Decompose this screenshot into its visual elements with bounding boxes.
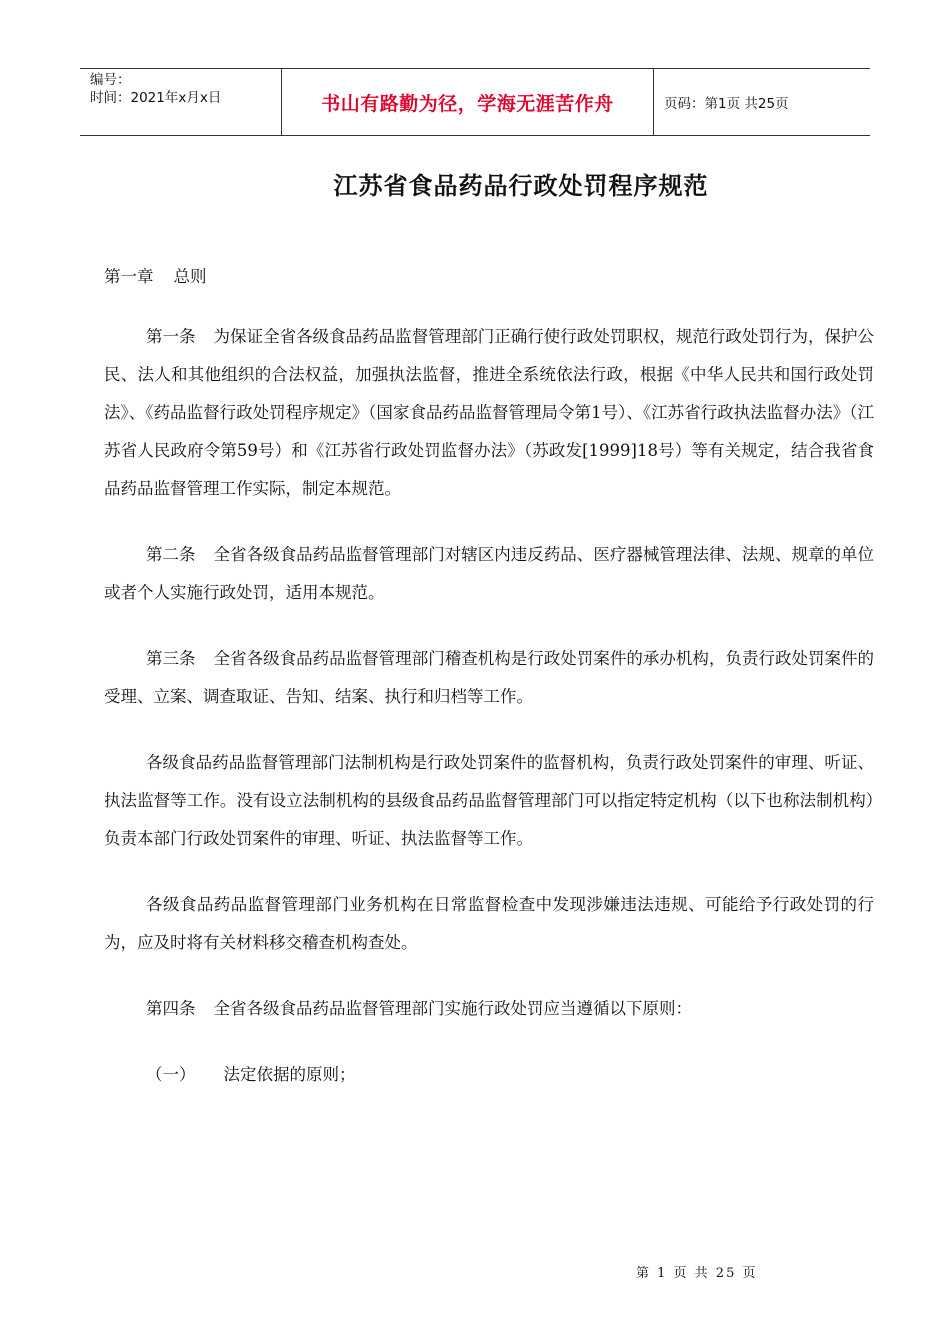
article-label: 第一条: [146, 327, 196, 346]
document-title: 江苏省食品药品行政处罚程序规范: [333, 172, 709, 200]
article-4-paragraph: [104, 990, 874, 1028]
article-label: 第二条: [146, 545, 196, 564]
header-meta: [80, 69, 282, 135]
article-text: 全省各级食品药品监督管理部门实施行政处罚应当遵循以下原则：: [213, 999, 692, 1018]
chapter-number: 第一章: [104, 267, 154, 286]
list-item-number: （一）: [146, 1065, 196, 1084]
list-item: [104, 1056, 874, 1094]
document-date: 时间：2021年x月x日: [90, 90, 222, 106]
article-text: 全省各级食品药品监督管理部门对辖区内违反药品、医疗器械管理法律、法规、规章的单位或者个人实施行政处罚，适用本规范。: [104, 545, 875, 602]
article-2-paragraph: [104, 536, 874, 612]
document-body: [104, 262, 874, 1094]
chapter-heading: [104, 262, 874, 292]
header-motto: 书山有路勤为径，学海无涯苦作舟: [282, 69, 654, 135]
page-header: [80, 68, 870, 136]
chapter-title: 总则: [173, 267, 207, 286]
article-label: 第四条: [146, 999, 196, 1018]
article-text: 为保证全省各级食品药品监督管理部门正确行使行政处罚职权，规范行政处罚行为，保护公民、法人和其他组织的合法权益，加强执法监督，推进全系统依法行政，根据《中华人民共和国行政处罚法》、《药品监督行政处罚程序规定》（国家食品药品监督管理局令第1号）、《江苏省行政执法监督办法》（江苏省人民政府令第59号）和《江苏省行政处罚监督办法》（苏政发[1999]18号）等有关规定，结合我省食品药品监督管理工作实际，制定本规范。: [104, 327, 875, 498]
article-text: 全省各级食品药品监督管理部门稽查机构是行政处罚案件的承办机构，负责行政处罚案件的受理、立案、调查取证、告知、结案、执行和归档等工作。: [104, 649, 875, 706]
list-item-text: 法定依据的原则；: [223, 1065, 356, 1084]
header-page-info: 页码：第1页 共25页: [664, 96, 789, 112]
article-text: 各级食品药品监督管理部门业务机构在日常监督检查中发现涉嫌违法违规、可能给予行政处罚的行为，应及时将有关材料移交稽查机构查处。: [104, 895, 874, 952]
article-text: 各级食品药品监督管理部门法制机构是行政处罚案件的监督机构，负责行政处罚案件的审理、听证、执法监督等工作。没有设立法制机构的县级食品药品监督管理部门可以指定特定机构（以下也称法制机构）负责本部门行政处罚案件的审理、听证、执法监督等工作。: [104, 753, 874, 848]
article-label: 第三条: [146, 649, 196, 668]
page-footer: 第 1 页 共 25 页: [636, 1266, 758, 1281]
document-number-label: 编号：: [90, 72, 131, 88]
article-1-paragraph: [104, 318, 874, 508]
article-3-paragraph-2: [104, 744, 874, 858]
article-3-paragraph: [104, 640, 874, 716]
article-3-paragraph-3: [104, 886, 874, 962]
